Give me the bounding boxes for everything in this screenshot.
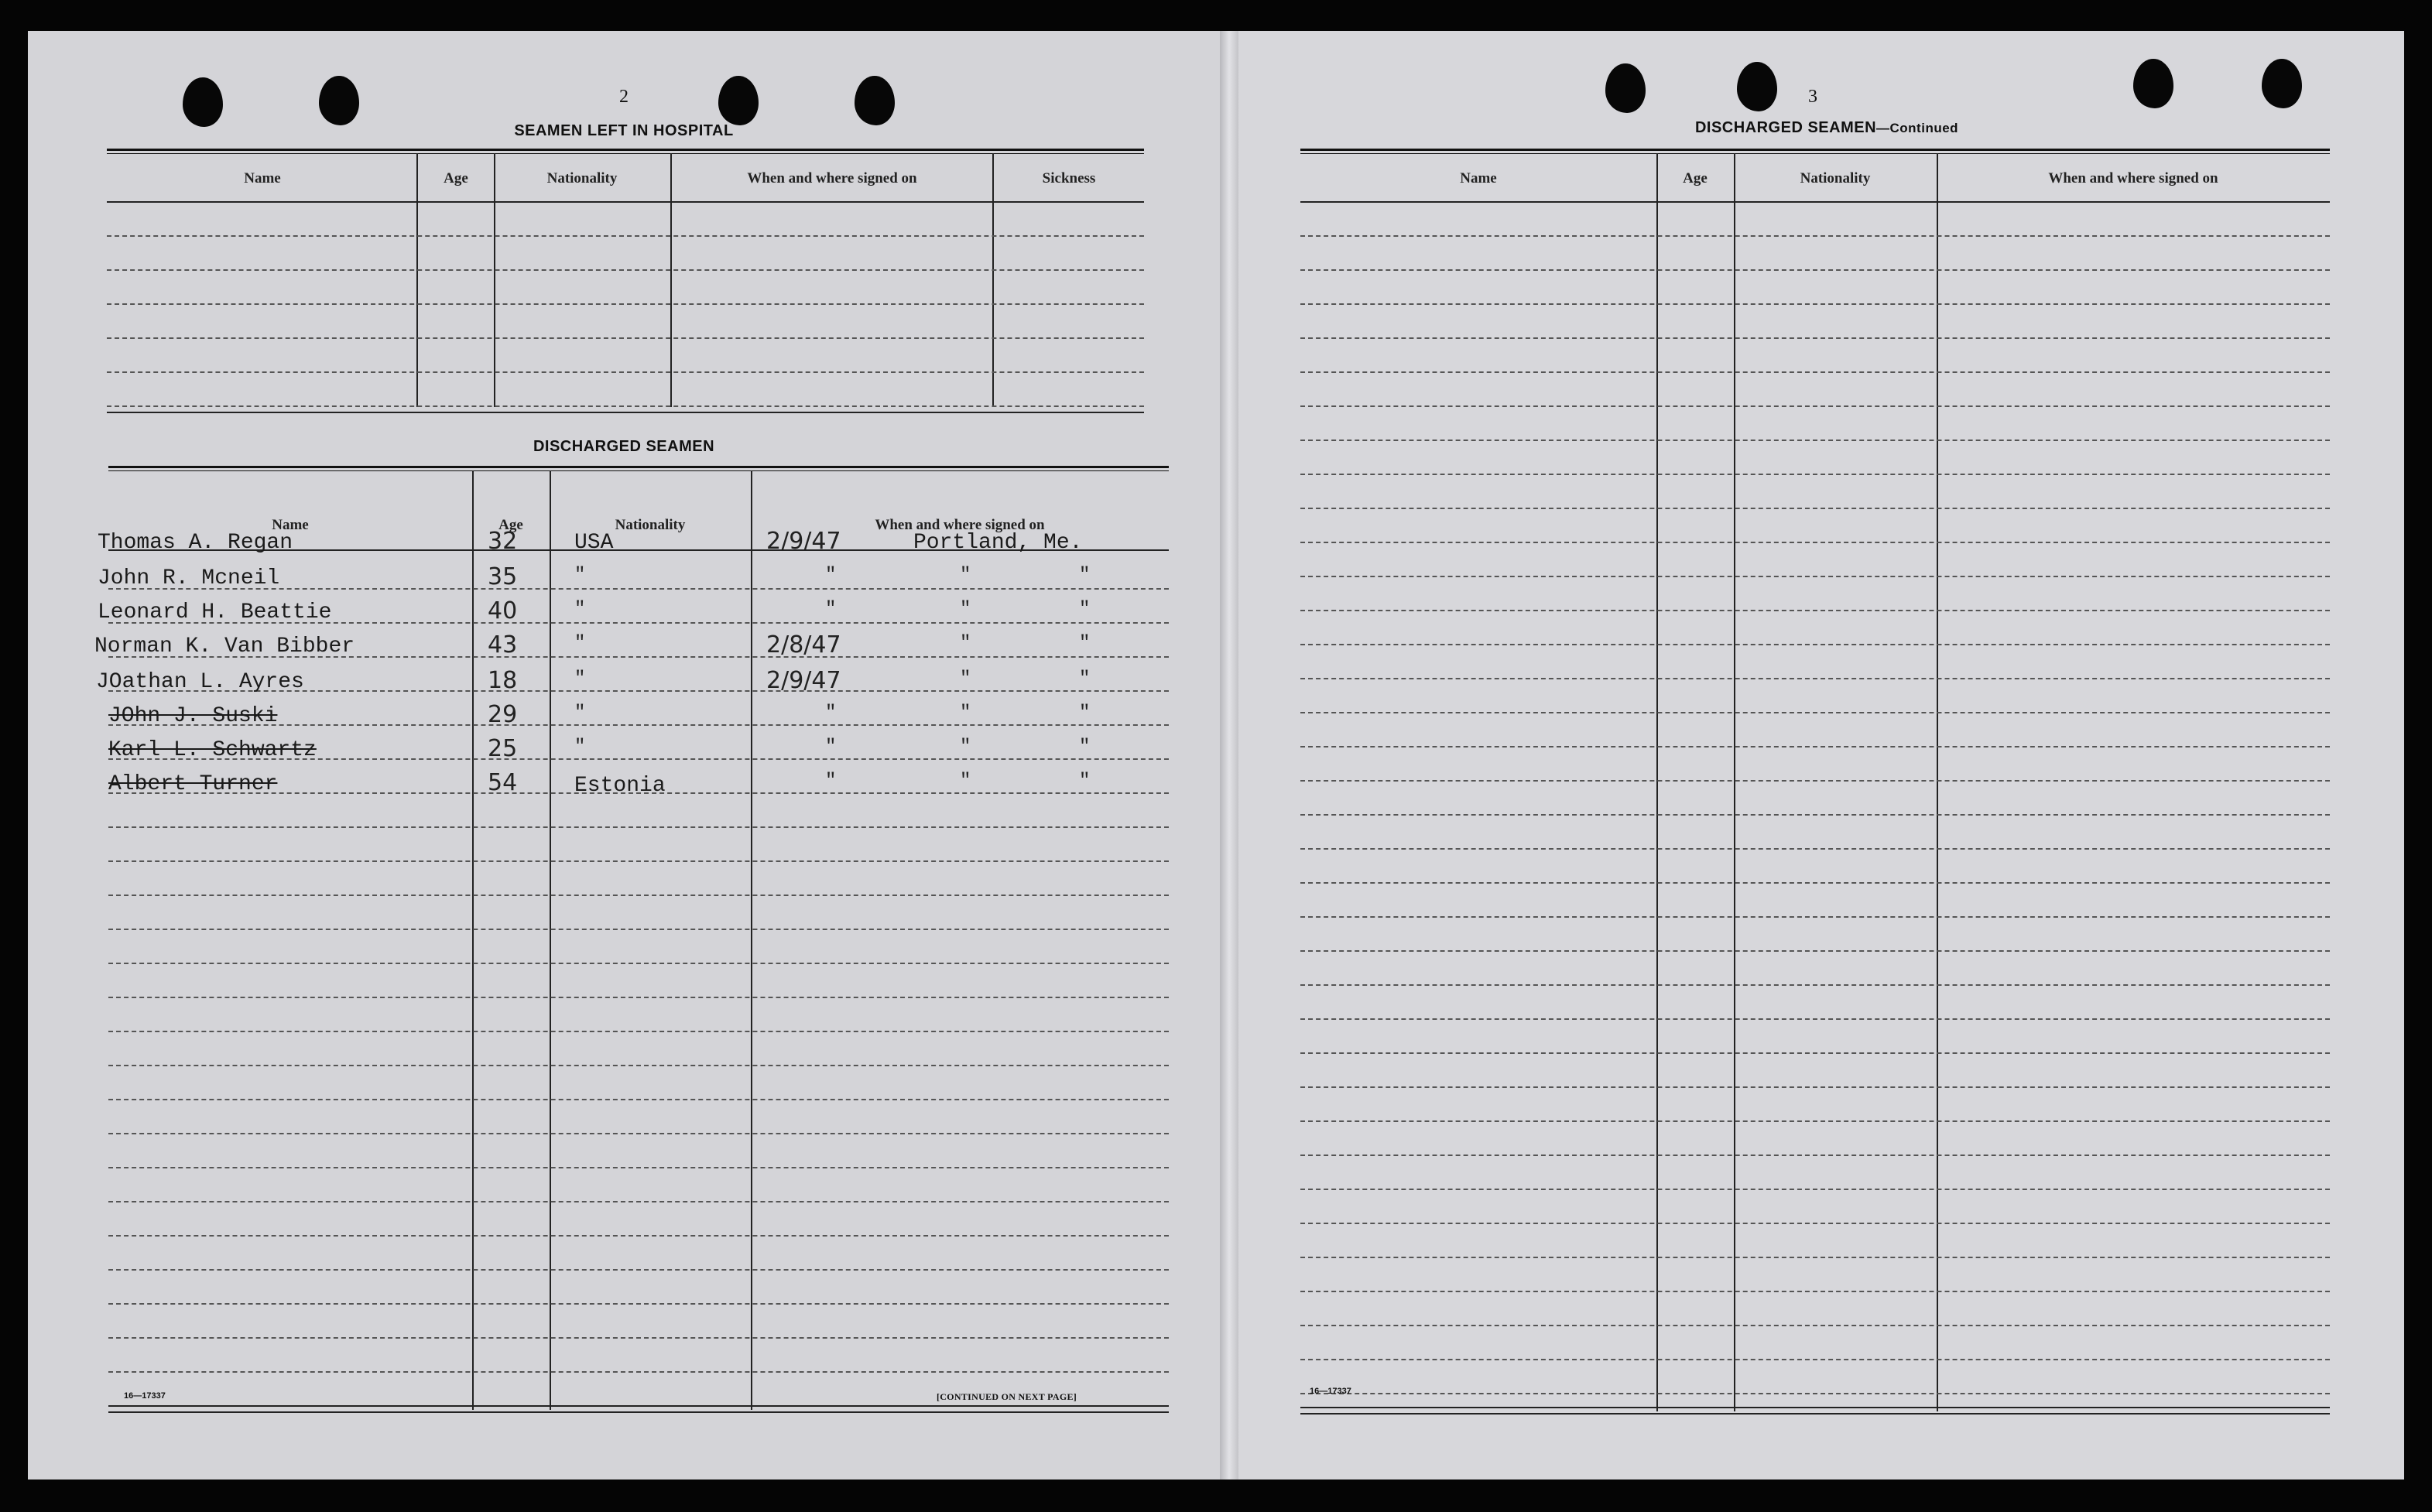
- continued-note: [CONTINUED ON NEXT PAGE]: [937, 1391, 1077, 1402]
- col-header-name: Name: [244, 170, 281, 186]
- seaman-name: Norman K. Van Bibber: [94, 635, 355, 659]
- signed-on-place: ": [960, 633, 971, 654]
- seaman-nationality: Estonia: [574, 774, 666, 798]
- seaman-nationality: ": [574, 565, 586, 586]
- signed-on-date: ": [825, 599, 837, 620]
- col-header-nationality: Nationality: [615, 517, 686, 533]
- seaman-age: 40: [488, 597, 518, 624]
- col-header-age: Age: [498, 517, 523, 533]
- page-number: 2: [619, 87, 629, 107]
- seaman-nationality: ": [574, 703, 586, 724]
- signed-on-place-ditto: ": [1079, 771, 1091, 792]
- discharged-continued-table: [1300, 149, 2330, 1418]
- signed-on-place: ": [960, 565, 971, 586]
- signed-on-place: ": [960, 599, 971, 620]
- seaman-nationality: ": [574, 633, 586, 654]
- title-continued: —Continued: [1876, 121, 1959, 135]
- signed-on-place-ditto: ": [1079, 633, 1091, 654]
- signed-on-place-ditto: ": [1079, 737, 1091, 758]
- signed-on-place: ": [960, 703, 971, 724]
- col-header-age: Age: [444, 170, 468, 186]
- col-header-age: Age: [1683, 170, 1708, 186]
- signed-on-date: 2/9/47: [766, 528, 841, 555]
- seaman-age: 29: [488, 701, 518, 728]
- title-main: DISCHARGED SEAMEN: [1694, 119, 1877, 136]
- signed-on-place-ditto: ": [1079, 703, 1091, 724]
- signed-on-date: ": [825, 771, 837, 792]
- hospital-section-title: SEAMEN LEFT IN HOSPITAL: [514, 122, 734, 139]
- punch-hole: [1737, 62, 1777, 111]
- signed-on-place: ": [960, 737, 971, 758]
- seaman-name: JOathan L. Ayres: [96, 670, 304, 694]
- punch-hole: [718, 76, 759, 125]
- signed-on-date: ": [825, 703, 837, 724]
- seaman-name: John R. Mcneil: [98, 566, 280, 590]
- seaman-name: Thomas A. Regan: [98, 531, 293, 555]
- discharged-section-title: DISCHARGED SEAMEN: [533, 438, 715, 455]
- col-header-name: Name: [272, 517, 309, 533]
- left-page: [28, 31, 1220, 1480]
- hospital-table: [107, 149, 1144, 450]
- punch-hole: [319, 76, 359, 125]
- discharged-continued-title: [1610, 119, 2043, 137]
- seaman-nationality: USA: [574, 531, 614, 555]
- signed-on-place: Portland, Me.: [913, 531, 1083, 555]
- seaman-age: 35: [488, 563, 518, 590]
- punch-hole: [2262, 59, 2302, 108]
- col-header-signed-on: When and where signed on: [747, 170, 917, 186]
- col-header-nationality: Nationality: [546, 170, 618, 186]
- seaman-age: 18: [488, 667, 518, 694]
- signed-on-date: ": [825, 565, 837, 586]
- col-header-signed-on: When and where signed on: [875, 517, 1045, 533]
- seaman-name: Albert Turner: [108, 772, 278, 796]
- seaman-age: 54: [488, 769, 518, 796]
- punch-hole: [183, 77, 223, 127]
- form-number: 16—17337: [124, 1391, 166, 1401]
- punch-hole: [855, 76, 895, 125]
- seaman-name: Karl L. Schwartz: [108, 738, 317, 762]
- signed-on-place: ": [960, 669, 971, 689]
- form-number: 16—17337: [1310, 1387, 1351, 1396]
- signed-on-date: 2/8/47: [766, 631, 841, 659]
- seaman-nationality: ": [574, 669, 586, 689]
- seaman-nationality: ": [574, 737, 586, 758]
- col-header-nationality: Nationality: [1800, 170, 1871, 186]
- punch-hole: [2133, 59, 2173, 108]
- seaman-age: 32: [488, 528, 518, 555]
- seaman-age: 43: [488, 631, 518, 659]
- seaman-name: JOhn J. Suski: [108, 704, 278, 728]
- col-header-sickness: Sickness: [1042, 170, 1096, 186]
- signed-on-date: 2/9/47: [766, 667, 841, 694]
- signed-on-place-ditto: ": [1079, 599, 1091, 620]
- signed-on-place-ditto: ": [1079, 669, 1091, 689]
- seaman-age: 25: [488, 735, 518, 762]
- col-header-name: Name: [1460, 170, 1497, 186]
- page-fold: [1220, 31, 1238, 1480]
- punch-hole: [1605, 63, 1646, 113]
- signed-on-place-ditto: ": [1079, 565, 1091, 586]
- seaman-name: Leonard H. Beattie: [98, 600, 332, 624]
- right-page: [1238, 31, 2404, 1480]
- page-number: 3: [1808, 87, 1817, 107]
- signed-on-date: ": [825, 737, 837, 758]
- col-header-signed-on: When and where signed on: [2048, 170, 2218, 186]
- signed-on-place: ": [960, 771, 971, 792]
- seaman-nationality: ": [574, 599, 586, 620]
